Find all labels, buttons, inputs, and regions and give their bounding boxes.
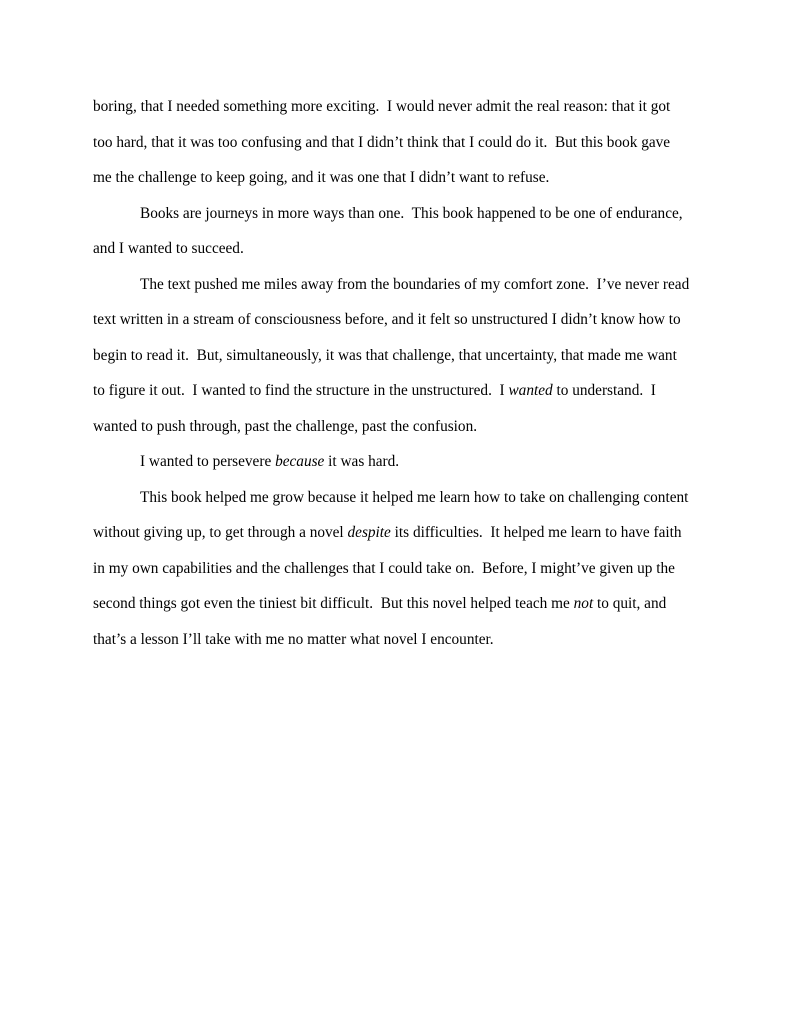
text-run: and I wanted to succeed. [93, 240, 244, 257]
paragraph-continuation [93, 89, 705, 196]
text-line [93, 444, 705, 480]
text-line [93, 551, 705, 587]
text-run: The text pushed me miles away from the boundaries of my comfort zone. I’ve never read [140, 275, 690, 293]
text-run: too hard, that it was too confusing and that I didn’t think that I could do it. But this book gave [93, 133, 671, 151]
text-run: second things got even the tiniest bit difficult. But this novel helped teach me [93, 595, 574, 612]
paragraph-persevere [93, 444, 705, 480]
text-run: in my own capabilities and the challenges that I could take on. Before, I might’ve given up the [93, 559, 675, 577]
text-line [93, 160, 705, 196]
text-run: me the challenge to keep going, and it was one that I didn’t want to refuse. [93, 169, 550, 186]
italic-emphasis: not [573, 595, 594, 612]
paragraph-grow [93, 480, 705, 658]
paragraph-journeys [93, 196, 705, 267]
text-run: begin to read it. But, simultaneously, it was that challenge, that uncertainty, that made me want [93, 346, 677, 364]
text-line [93, 89, 705, 125]
text-line [93, 409, 705, 445]
text-run: to understand. I [552, 382, 656, 399]
text-run: Books are journeys in more ways than one. This book happened to be one of endurance, [140, 204, 683, 222]
document-body [93, 89, 705, 657]
text-run: to quit, and [593, 595, 667, 612]
text-line [93, 586, 705, 622]
text-line [93, 338, 705, 374]
text-line [93, 515, 705, 551]
text-run: it was hard. [324, 453, 400, 470]
text-run: without giving up, to get through a novel [93, 524, 348, 541]
text-run: boring, that I needed something more exciting. I would never admit the real reason: that it got [93, 98, 671, 115]
text-run: its difficulties. It helped me learn to have faith [390, 524, 682, 541]
text-line [93, 480, 705, 516]
italic-emphasis: despite [347, 524, 391, 541]
text-run: text written in a stream of consciousness before, and it felt so unstructured I didn’t know how to [93, 311, 681, 328]
italic-emphasis: because [275, 453, 325, 470]
text-run: to figure it out. I wanted to find the structure in the unstructured. I [93, 382, 509, 399]
paragraph-comfort-zone [93, 267, 705, 445]
text-line [93, 196, 705, 232]
text-line [93, 125, 705, 161]
text-run: This book helped me grow because it helped me learn how to take on challenging content [140, 488, 689, 506]
text-line [93, 622, 705, 658]
text-line [93, 231, 705, 267]
text-run: that’s a lesson I’ll take with me no matter what novel I encounter. [93, 630, 494, 648]
text-run: I wanted to persevere [140, 453, 276, 470]
text-line [93, 267, 705, 303]
text-run: wanted to push through, past the challenge, past the confusion. [93, 417, 478, 435]
italic-emphasis: wanted [508, 382, 553, 399]
text-line [93, 302, 705, 338]
text-line [93, 373, 705, 409]
